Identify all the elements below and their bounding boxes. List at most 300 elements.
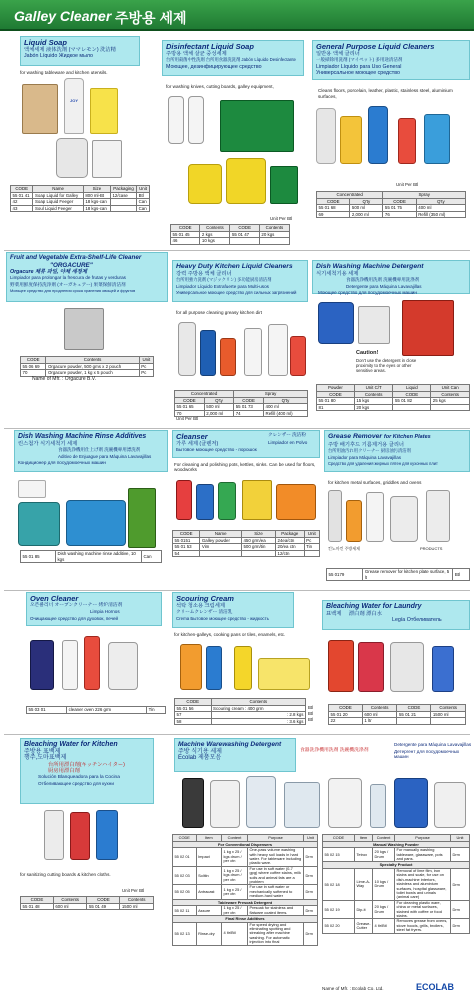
section-orgacure <box>4 252 170 420</box>
cell: For cleaning plastic ware, china or metal surfaces, stained with coffee or food stains. <box>395 900 451 919</box>
col-code: CODE <box>173 531 200 538</box>
cell: Grease remover for kitchen plate surface, 5 lt <box>363 569 453 581</box>
col-code: CODE <box>383 198 416 205</box>
cell: 1500 ml <box>120 903 154 910</box>
liquid-soap-sub2: Jabón Líquido Жидкое мыло <box>24 53 93 60</box>
product-image-bottle <box>368 106 388 164</box>
cell: 57 <box>175 712 212 719</box>
table-row <box>173 866 318 885</box>
section-liquid-soap <box>4 36 154 248</box>
rinse-table <box>20 550 162 563</box>
section-heavy-duty <box>172 260 310 428</box>
table-row <box>173 537 320 544</box>
dish-detergent-banner <box>312 260 470 294</box>
col-size: Size <box>241 531 275 538</box>
orgacure-maker: Name of Mfr. : Orgacure B.V. <box>32 376 97 382</box>
col-name: Name <box>33 186 83 193</box>
product-image-jug <box>390 642 424 692</box>
cell: Drm <box>304 922 318 945</box>
grease-table <box>326 568 470 581</box>
general-purpose-sub1: 일반용 액체 클리너 <box>316 51 360 57</box>
dish-detergent-table <box>316 384 470 411</box>
table-row <box>323 848 470 862</box>
orgacure-sub2: Limpiador para prolongar la frescura de frutas y verduras <box>10 275 126 281</box>
table-row <box>173 550 320 557</box>
product-image-tub <box>258 658 310 690</box>
col-code: CODE <box>393 391 431 398</box>
table-row <box>175 712 306 719</box>
col-qty: Q'ty <box>264 397 308 404</box>
section-cleanser <box>172 430 322 590</box>
product-image-jug <box>66 500 126 546</box>
product-image-can <box>30 640 54 690</box>
product-image-sign <box>220 100 294 152</box>
warewashing-sub1: 주방 식기용 세제 <box>178 749 222 755</box>
cell: Antracast <box>196 885 221 899</box>
ecolab-logo: ECOLAB <box>416 982 454 992</box>
cell: Pc <box>139 363 153 370</box>
group-final-rinse: Final Rinse Additives <box>173 916 318 923</box>
col-contents: Contents <box>120 897 154 904</box>
cell: Drm <box>451 900 470 919</box>
cell: 55 01 56 <box>175 705 212 712</box>
warewashing-sub1b: 食器洗浄機用洗剤 洗碗機洗涤剂 <box>300 748 369 753</box>
table-row <box>171 238 290 245</box>
page-title: Galley Cleaner <box>14 8 112 24</box>
scouring-unit: Btl <box>308 717 314 722</box>
disinfectant-unit: Unit Per Btl <box>270 216 293 221</box>
product-image-bottle <box>178 322 196 376</box>
col-unit: Unit <box>304 531 319 538</box>
product-image-pouch <box>90 88 118 134</box>
col-purpose: Purpose <box>248 835 304 842</box>
table-row <box>21 551 162 563</box>
product-image-tub <box>276 484 316 520</box>
group-presoak: Tableware Presoak Detergent <box>173 899 318 906</box>
page-header <box>0 0 474 31</box>
cell: Vim <box>200 544 242 551</box>
cell: Tetrox <box>354 848 372 862</box>
product-image-jug <box>318 302 354 344</box>
product-image-drum <box>284 782 320 828</box>
cell: Soap Liquid for Galley <box>33 192 83 199</box>
cell: 55 01 21 <box>397 711 431 718</box>
cell: 55 02 05 <box>173 885 197 899</box>
table-row <box>317 404 470 411</box>
cell: 55 02 18 <box>323 869 355 901</box>
row-divider <box>4 590 470 591</box>
cell: 500 ml <box>350 205 383 212</box>
group-conventional: For Conventional Dispensers <box>173 841 318 848</box>
cell: For use in soft water (0-7 gpg) where coffee stains, milk soils and animal fats are a problem <box>248 866 304 885</box>
dish-detergent-sub2: 食器洗浄機用洗剤 洗碗機專用洗涤剂 <box>346 277 420 283</box>
group-concentrated: Concentrated <box>317 192 383 199</box>
cell: 20 kgs / Drum <box>373 848 395 862</box>
table-row <box>323 900 470 919</box>
cell: 1500 ml <box>431 711 466 718</box>
product-image-jug-yellow <box>188 164 222 204</box>
liquid-soap-caption: for washing tableware and kitchen utensils. <box>20 70 108 75</box>
rinse-sub2: 食器洗浄機用仕上げ剤 洗碗機專用漂洗剂 <box>58 447 141 453</box>
general-purpose-sub4: Универсальное моющее средство <box>316 70 400 77</box>
cell <box>397 718 431 725</box>
disinfectant-sub3: Моющее, дезинфицирующее средство <box>166 63 262 70</box>
cell: 55 02 15 <box>323 848 355 862</box>
orgacure-banner <box>6 252 168 302</box>
table-row <box>171 231 290 238</box>
group-powder: Powder <box>317 385 355 392</box>
cell <box>230 238 259 245</box>
cell: 55 01 49 <box>87 903 120 910</box>
cell: 55 01 68 <box>317 205 350 212</box>
orgacure-table <box>20 356 154 377</box>
product-image-dispenser <box>182 778 204 828</box>
dish-detergent-sub1: 식기세척기용 세제 <box>316 271 359 277</box>
caution-title: Caution! <box>356 350 379 356</box>
grease-sub4: Средство для удаления жирных пятен для кухонных плит <box>328 461 438 467</box>
cell: 1 kg x 25 / per ctn <box>222 906 248 916</box>
cell <box>200 550 242 557</box>
product-image-bottle <box>328 640 354 692</box>
bleach-laundry-sub1: 표백제 <box>326 611 342 617</box>
cell: 55 06 69 <box>21 363 46 370</box>
general-purpose-title: General Purpose Liquid Cleaners <box>316 42 435 51</box>
dish-detergent-sub4: Моющее средство для посудомоечных машин <box>318 290 417 295</box>
orgacure-sub4: Моющее средство для продления срока хранения овощей и фруктов <box>10 288 136 294</box>
cell <box>304 550 319 557</box>
cell: 55 01 85 <box>21 551 56 563</box>
col-code: CODE <box>87 897 120 904</box>
product-image-bottle <box>96 810 118 860</box>
section-dish-detergent <box>312 260 472 428</box>
col-purpose: Purpose <box>395 835 451 842</box>
cleanser-caption: For cleaning and polishing pots, kettles, sinks. Can be used for floors, woodworks <box>174 462 316 473</box>
cell: 25 kgs <box>431 398 470 405</box>
product-image-spray <box>424 114 450 164</box>
bleach-laundry-sub1b: 漂白剤 漂白水 <box>348 611 382 617</box>
table-row <box>173 544 320 551</box>
cell: Can <box>137 205 150 212</box>
cell: 12/case <box>110 192 136 199</box>
product-image-bottle <box>432 646 454 692</box>
product-image-jug <box>246 776 276 828</box>
col-code: CODE <box>171 225 200 232</box>
cell: 55 02 19 <box>323 900 355 919</box>
cell: 2,000 ml <box>350 211 383 218</box>
cell: Removal of lime film, iron stains and scale, for use on dish-machine interiors, stainless and aluminium surfaces, hospital glassware, toilet bowls and urinals (animal care) <box>395 869 451 901</box>
col-unit: Unit <box>139 357 153 364</box>
cell: 55 02 01 <box>173 848 197 867</box>
scouring-banner <box>172 592 294 628</box>
bleach-laundry-title: Bleaching Water for Laundry <box>326 603 422 610</box>
cell: Dip-it <box>354 900 372 919</box>
heavy-duty-unit: Unit Per Btl <box>176 416 199 421</box>
table-row <box>175 705 306 712</box>
warewashing-maker: Name of Mfr. : Ecolab Co. Ltd. <box>322 986 384 991</box>
grease-product-label: 킨노마킨 주방세제 <box>328 546 361 551</box>
cell: 55 01 20 <box>329 711 363 718</box>
cell: 42 <box>11 199 33 206</box>
bleach-kitchen-title: Bleaching Water for Kitchen <box>24 741 118 748</box>
group-spray: Spray <box>383 192 466 199</box>
heavy-duty-sub3: Limpiador Líquido Extrafuerte para Multi-usos <box>176 283 269 289</box>
warewashing-sub4: Детергент для посудомоечных машин <box>394 749 460 759</box>
disinfectant-caption: for washing knives, cutting boards, galley equipment, <box>166 84 274 89</box>
table-row <box>175 718 306 725</box>
product-image-bottle <box>206 646 222 690</box>
product-image-label <box>18 480 46 498</box>
cell: Drm <box>304 885 318 899</box>
table-row <box>11 199 150 206</box>
bleach-kitchen-sub6: Отбеливающее средство для кухни <box>38 781 114 787</box>
col-unit: Unit <box>304 835 318 842</box>
col-code: CODE <box>230 225 259 232</box>
section-warewashing <box>172 738 472 1000</box>
bleach-laundry-banner <box>322 600 470 630</box>
col-name: Name <box>200 531 242 538</box>
product-image-spray <box>268 324 288 376</box>
col-code: CODE <box>21 357 46 364</box>
group-spray: Spray <box>234 391 308 398</box>
cell: 1 ltr <box>362 718 397 725</box>
disinfectant-banner <box>162 40 304 76</box>
scouring-unit: Btl <box>308 711 314 716</box>
cell: 43 <box>11 205 33 212</box>
warewashing-title: Machine Warewashing Detergent <box>178 741 282 748</box>
cell: Drm <box>451 869 470 901</box>
general-purpose-banner <box>312 40 470 80</box>
disinfectant-sub2: 台所用殺菌中性洗剤 台所用食器洗洗剤 Jabón Líquido Desinfectante <box>166 57 296 63</box>
cell: One-pass volume washing with heavy soil loads in hard water. For tableware including plastic ware. <box>248 848 304 867</box>
table-row <box>173 906 318 916</box>
table-row <box>317 211 466 218</box>
oven-title: Oven Cleaner <box>30 594 79 603</box>
col-code: CODE <box>317 198 350 205</box>
scouring-unit: Btl <box>308 705 314 710</box>
cell: Galley powder <box>200 537 242 544</box>
cell: 69 <box>317 211 350 218</box>
col-contents: Contents <box>200 225 230 232</box>
col-unit: Unit <box>137 186 150 193</box>
heavy-duty-sub2: 台所用強力洗剤 (マジックリン) 多功能厨房清洁剂 <box>176 277 272 283</box>
heavy-duty-sub4: Универсальное моющее средство для сильных загрязнений <box>176 290 297 296</box>
cell: 54 <box>173 550 200 557</box>
group-unit-can: Unit Can <box>431 385 470 392</box>
cell: 20/ea ctn <box>276 544 305 551</box>
col-code: CODE <box>175 699 212 706</box>
cell: Soul Liquid Feeger <box>33 205 83 212</box>
cell: 55 02 11 <box>173 906 197 916</box>
col-contents: Contents <box>362 705 397 712</box>
cleanser-sub2: Limpiador en Polvo <box>268 440 308 445</box>
product-image-box <box>242 480 272 520</box>
cell: 20 kgs <box>354 404 393 411</box>
caution-text: Don't use the detergent in close proximity to the eyes or other sensitive areas. <box>356 358 417 374</box>
table-row <box>327 569 470 581</box>
dish-detergent-title: Dish Washing Machine Detergent <box>316 263 424 270</box>
cleanser-title: Cleanser <box>176 432 208 441</box>
table-row <box>175 404 308 411</box>
table-row <box>323 869 470 901</box>
cell: 58 <box>175 718 212 725</box>
cell: 12/ctn <box>276 550 305 557</box>
oven-banner <box>26 592 162 626</box>
cell: 55 01 41 <box>11 192 33 199</box>
cleanser-sub3: Бытовое моющее средство - порошок <box>176 447 257 453</box>
heavy-duty-banner <box>172 260 308 302</box>
product-image-can <box>92 140 122 178</box>
cell: 450 grm/ea <box>241 537 275 544</box>
product-image-jug <box>108 642 138 690</box>
rinse-sub4: Кондиционер для посудомоечных машин <box>18 460 106 466</box>
general-purpose-sub3: Limpiador Líquido para Uso General <box>316 63 402 70</box>
cell: 2,000 ml <box>204 410 233 417</box>
section-bleach-laundry <box>322 600 472 732</box>
table-row <box>317 398 470 405</box>
col-size: Size <box>83 186 110 193</box>
cell: Btl <box>137 192 150 199</box>
section-bleach-kitchen <box>4 738 170 938</box>
cell <box>431 718 466 725</box>
cell: Orgacure powder, 1 kg x 5 pouch <box>46 370 139 377</box>
product-image-drum <box>358 306 390 344</box>
cell: 46 <box>171 238 200 245</box>
cell: : 3.6 kgs <box>211 718 305 725</box>
scouring-sub3: Crema Бытовое моющее средство - жидкость <box>176 615 269 621</box>
section-scouring <box>172 592 320 732</box>
col-code: CODE <box>234 397 264 404</box>
heavy-duty-sub1: 강력 주방용 액체 클리너 <box>176 271 232 277</box>
product-image-bottle <box>62 640 78 690</box>
col-contents: Contents <box>431 705 466 712</box>
product-image-spray <box>290 336 306 376</box>
grease-product-label: PRODUCTS <box>420 546 443 551</box>
product-image-spray <box>398 118 416 164</box>
col-contents: Contents <box>259 225 289 232</box>
cell: 55 03 01 <box>27 707 67 714</box>
table-row <box>27 707 166 714</box>
cell: 55 01 75 <box>383 205 416 212</box>
orgacure-sub1: Orgacure 채류 과일, 야채 세정제 <box>10 269 87 275</box>
cell: 55 01 65 <box>175 404 205 411</box>
cell <box>241 550 275 557</box>
cleanser-table <box>172 530 320 557</box>
section-general-purpose <box>312 36 472 248</box>
cell: Refill (400 ml) <box>264 410 308 417</box>
group-manual: Manual Washing Powder <box>323 841 470 848</box>
cell: cleaner oven 226 grm <box>67 707 147 714</box>
cell: Solitin <box>196 866 221 885</box>
cell: Orgacure powder, 500 gms x 2 pouch <box>46 363 139 370</box>
col-item: Item <box>196 835 221 842</box>
general-purpose-sub2: 一般掃除用洗剤 (マイペット) 多用途清洁剂 <box>316 57 403 63</box>
bleach-kitchen-table <box>20 896 154 910</box>
col-package: Package <box>276 531 305 538</box>
col-code: CODE <box>11 186 33 193</box>
col-contents: Contents <box>211 699 305 706</box>
cleanser-sub1b: クレンザー 洗洁粉 <box>268 432 306 437</box>
table-row <box>11 192 150 199</box>
product-image-bottle <box>180 644 202 690</box>
heavy-duty-table <box>174 390 308 417</box>
col-contents: Contents <box>46 357 139 364</box>
cell: Drm <box>304 848 318 867</box>
oven-table <box>26 706 166 714</box>
disinfectant-title: Disinfectant Liquid Soap <box>166 42 254 51</box>
cell: 1 kg x 25 / kgs drum / per ctn <box>222 848 248 867</box>
grease-banner <box>324 430 470 472</box>
product-image-jug <box>56 138 88 178</box>
cell: 500 ml <box>204 404 233 411</box>
product-image-jug-yellow <box>226 158 266 204</box>
cell: 22 <box>329 718 363 725</box>
rinse-sub3: Aditivo de Enjuague para Máquina Lavavajillas <box>58 453 152 459</box>
product-image-bottle <box>328 490 342 542</box>
product-image-box <box>22 84 58 134</box>
general-purpose-table <box>316 191 466 218</box>
cell <box>259 238 289 245</box>
product-image-bottle <box>358 642 384 692</box>
col-qty: Q'ty <box>204 397 233 404</box>
cell: For use in soft water or mechanically softened to medium-hard water <box>248 885 304 899</box>
section-disinfectant <box>158 36 308 248</box>
warewashing-sub3: Detergente para Máquina Lavavajillas <box>394 742 472 747</box>
cell: For manually washing tableware, glassware, pots and pans. <box>395 848 451 862</box>
scouring-sub1: 석탁 청소용 크림세제 <box>176 603 225 609</box>
col-code: CODE <box>323 835 355 842</box>
cell: 81 <box>317 404 355 411</box>
product-image-bottle: JOY <box>64 78 84 134</box>
table-row <box>11 205 150 212</box>
grease-caption: for kitchen metal surfaces, griddles and ovens <box>328 480 422 485</box>
product-image-bottle <box>188 96 204 144</box>
col-item: Item <box>354 835 372 842</box>
product-image-bottle <box>70 812 90 860</box>
cell: Rinse-dry <box>196 922 221 945</box>
heavy-duty-title: Heavy Duty Kitchen Liquid Cleaners <box>176 263 293 270</box>
cell: 55 02 13 <box>173 922 197 945</box>
section-rinse <box>4 430 170 590</box>
product-image-spray <box>426 490 450 542</box>
bleach-kitchen-banner <box>20 738 154 804</box>
cell: 55 02 03 <box>173 866 197 885</box>
cell: 400 ml <box>264 404 308 411</box>
general-purpose-caption: Cleans floors, porcelain, leather, plastic, stainless steel, aluminium surfaces, <box>318 88 453 99</box>
page-title-korean: 주방용 세제 <box>115 10 187 26</box>
product-image-jug <box>210 780 240 828</box>
cell: 1 kg x 25 / per ctn <box>222 885 248 899</box>
cell: Drm <box>451 919 470 933</box>
cell: 24ea/ctn <box>276 537 305 544</box>
group-specialty: Specialty Product <box>323 862 470 869</box>
product-image-bottle <box>220 338 236 376</box>
table-row <box>329 718 466 725</box>
cell: Drm <box>304 866 318 885</box>
cleanser-sub1: 가루 세제 (클렌저) <box>176 441 219 447</box>
col-code: CODE <box>317 391 355 398</box>
grease-sub3: Limpiador para Máquina Lavavajillas <box>328 454 402 460</box>
col-code: CODE <box>329 705 363 712</box>
bleach-laundry-sub2: Legía Отбеливатель <box>392 617 442 624</box>
scouring-caption: for kitchen-galleys, cooking pans or tiles, enamels, etc. <box>174 632 286 637</box>
product-image-jug <box>328 778 362 828</box>
cell: 70 <box>175 410 205 417</box>
bleach-kitchen-sub4: 厨房用漂白剤 <box>48 768 80 775</box>
cell: 55 01 82 <box>393 398 431 405</box>
dish-detergent-sub3: Detergente para Máquina Lavavajillas <box>346 283 422 289</box>
cell: Can <box>137 199 150 206</box>
cell: 55 01 53 <box>173 544 200 551</box>
